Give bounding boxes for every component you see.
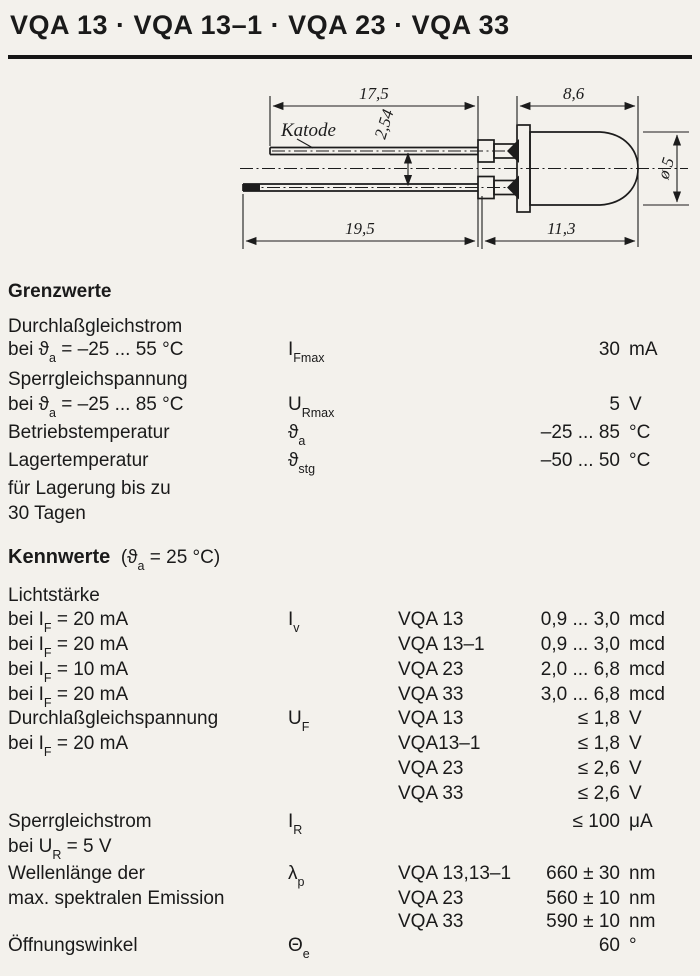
device-type: VQA 23: [398, 758, 464, 779]
kennwerte-heading: Kennwerte ($ϑ_a = 25$ °C): [8, 546, 221, 573]
param-symbol: $I_R$: [288, 811, 303, 837]
param-name: Lichtstärke: [8, 585, 100, 606]
param-value: ≤ 2,6 V: [577, 758, 642, 779]
param-condition: bei $ϑ_a = -25$ ... 85 °C: [8, 394, 184, 420]
param-name-cont: für Lagerung bis zu: [8, 478, 171, 499]
param-value: 5 V: [609, 394, 642, 415]
device-type: VQA 33: [398, 684, 464, 705]
param-value: 3,0 ... 6,8 mcd: [540, 684, 665, 705]
param-value: 660 ± 30 nm: [546, 863, 656, 884]
svg-text:11,3: 11,3: [547, 219, 576, 238]
svg-text:17,5: 17,5: [359, 84, 389, 103]
device-type: VQA 23: [398, 659, 464, 680]
param-value: 560 ± 10 nm: [546, 888, 656, 909]
device-type: VQA 13: [398, 609, 464, 630]
svg-text:2,54: 2,54: [370, 107, 398, 142]
param-name: Durchlaßgleichstrom: [8, 316, 183, 337]
param-condition: bei $I_F = 20$ mA: [8, 733, 129, 759]
param-symbol: $ϑ_a$: [288, 422, 306, 448]
device-type: VQA 33: [398, 783, 464, 804]
device-type: VQA 33: [398, 911, 464, 932]
param-symbol: $\Theta_e$: [288, 935, 310, 961]
svg-text:19,5: 19,5: [345, 219, 375, 238]
param-condition: bei $U_R = 5$ V: [8, 836, 112, 862]
param-name: Lagertemperatur: [8, 450, 149, 471]
led-outline-drawing: [195, 76, 700, 271]
param-condition: bei $I_F = 20$ mA: [8, 609, 129, 635]
param-value: 60 °: [598, 935, 637, 956]
param-symbol: $U_{Rmax}$: [288, 394, 335, 420]
param-name: Öffnungswinkel: [8, 935, 138, 956]
param-value: ≤ 2,6 V: [577, 783, 642, 804]
param-name: Wellenlänge der: [8, 863, 145, 884]
param-name: Sperrgleichstrom: [8, 811, 152, 832]
param-condition: bei $I_F = 10$ mA: [8, 659, 129, 685]
katode-label: Katode: [281, 120, 336, 141]
param-condition: bei $I_F = 20$ mA: [8, 684, 129, 710]
param-value: –25 ... 85 °C: [540, 422, 651, 443]
param-value: 590 ± 10 nm: [546, 911, 656, 932]
dim-body-length: [517, 84, 638, 247]
param-symbol: $ϑ_{stg}$: [288, 450, 316, 476]
param-value: ≤ 1,8 V: [577, 708, 642, 729]
lead-cathode: [270, 139, 519, 163]
param-value: 2,0 ... 6,8 mcd: [540, 659, 665, 680]
dim-lead-pitch: [371, 107, 408, 186]
param-symbol: $I_{Fmax}$: [288, 339, 325, 365]
svg-text:8,6: 8,6: [563, 84, 585, 103]
device-type: VQA 13–1: [398, 634, 485, 655]
param-name: Sperrgleichspannung: [8, 369, 188, 390]
param-symbol: $\lambda_p$: [288, 863, 305, 889]
param-value: –50 ... 50 °C: [540, 450, 651, 471]
grenzwerte-heading: Grenzwerte: [8, 281, 112, 302]
param-symbol: $U_F$: [288, 708, 310, 734]
param-name: Betriebstemperatur: [8, 422, 170, 443]
param-value: 0,9 ... 3,0 mcd: [540, 609, 665, 630]
param-condition: bei $ϑ_a = -25$ ... 55 °C: [8, 339, 184, 365]
svg-text:ø 5: ø 5: [653, 155, 679, 182]
param-value: 0,9 ... 3,0 mcd: [540, 634, 665, 655]
device-type: VQA 23: [398, 888, 464, 909]
page-title: VQA 13 · VQA 13–1 · VQA 23 · VQA 33: [10, 10, 510, 40]
param-symbol: $I_v$: [288, 609, 300, 635]
param-value: ≤ 1,8 V: [577, 733, 642, 754]
dim-front-length: [482, 196, 635, 249]
dim-lead-bottom-length: [243, 194, 475, 249]
param-name-cont: max. spektralen Emission: [8, 888, 225, 909]
param-value: 30 mA: [598, 339, 658, 360]
device-type: VQA13–1: [398, 733, 481, 754]
param-value: ≤ 100 μA: [572, 811, 653, 832]
param-name-cont: 30 Tagen: [8, 503, 86, 524]
device-type: VQA 13: [398, 708, 464, 729]
param-name: Durchlaßgleichspannung: [8, 708, 219, 729]
title-rule: [8, 55, 692, 59]
device-type: VQA 13,13–1: [398, 863, 512, 884]
param-condition: bei $I_F = 20$ mA: [8, 634, 129, 660]
